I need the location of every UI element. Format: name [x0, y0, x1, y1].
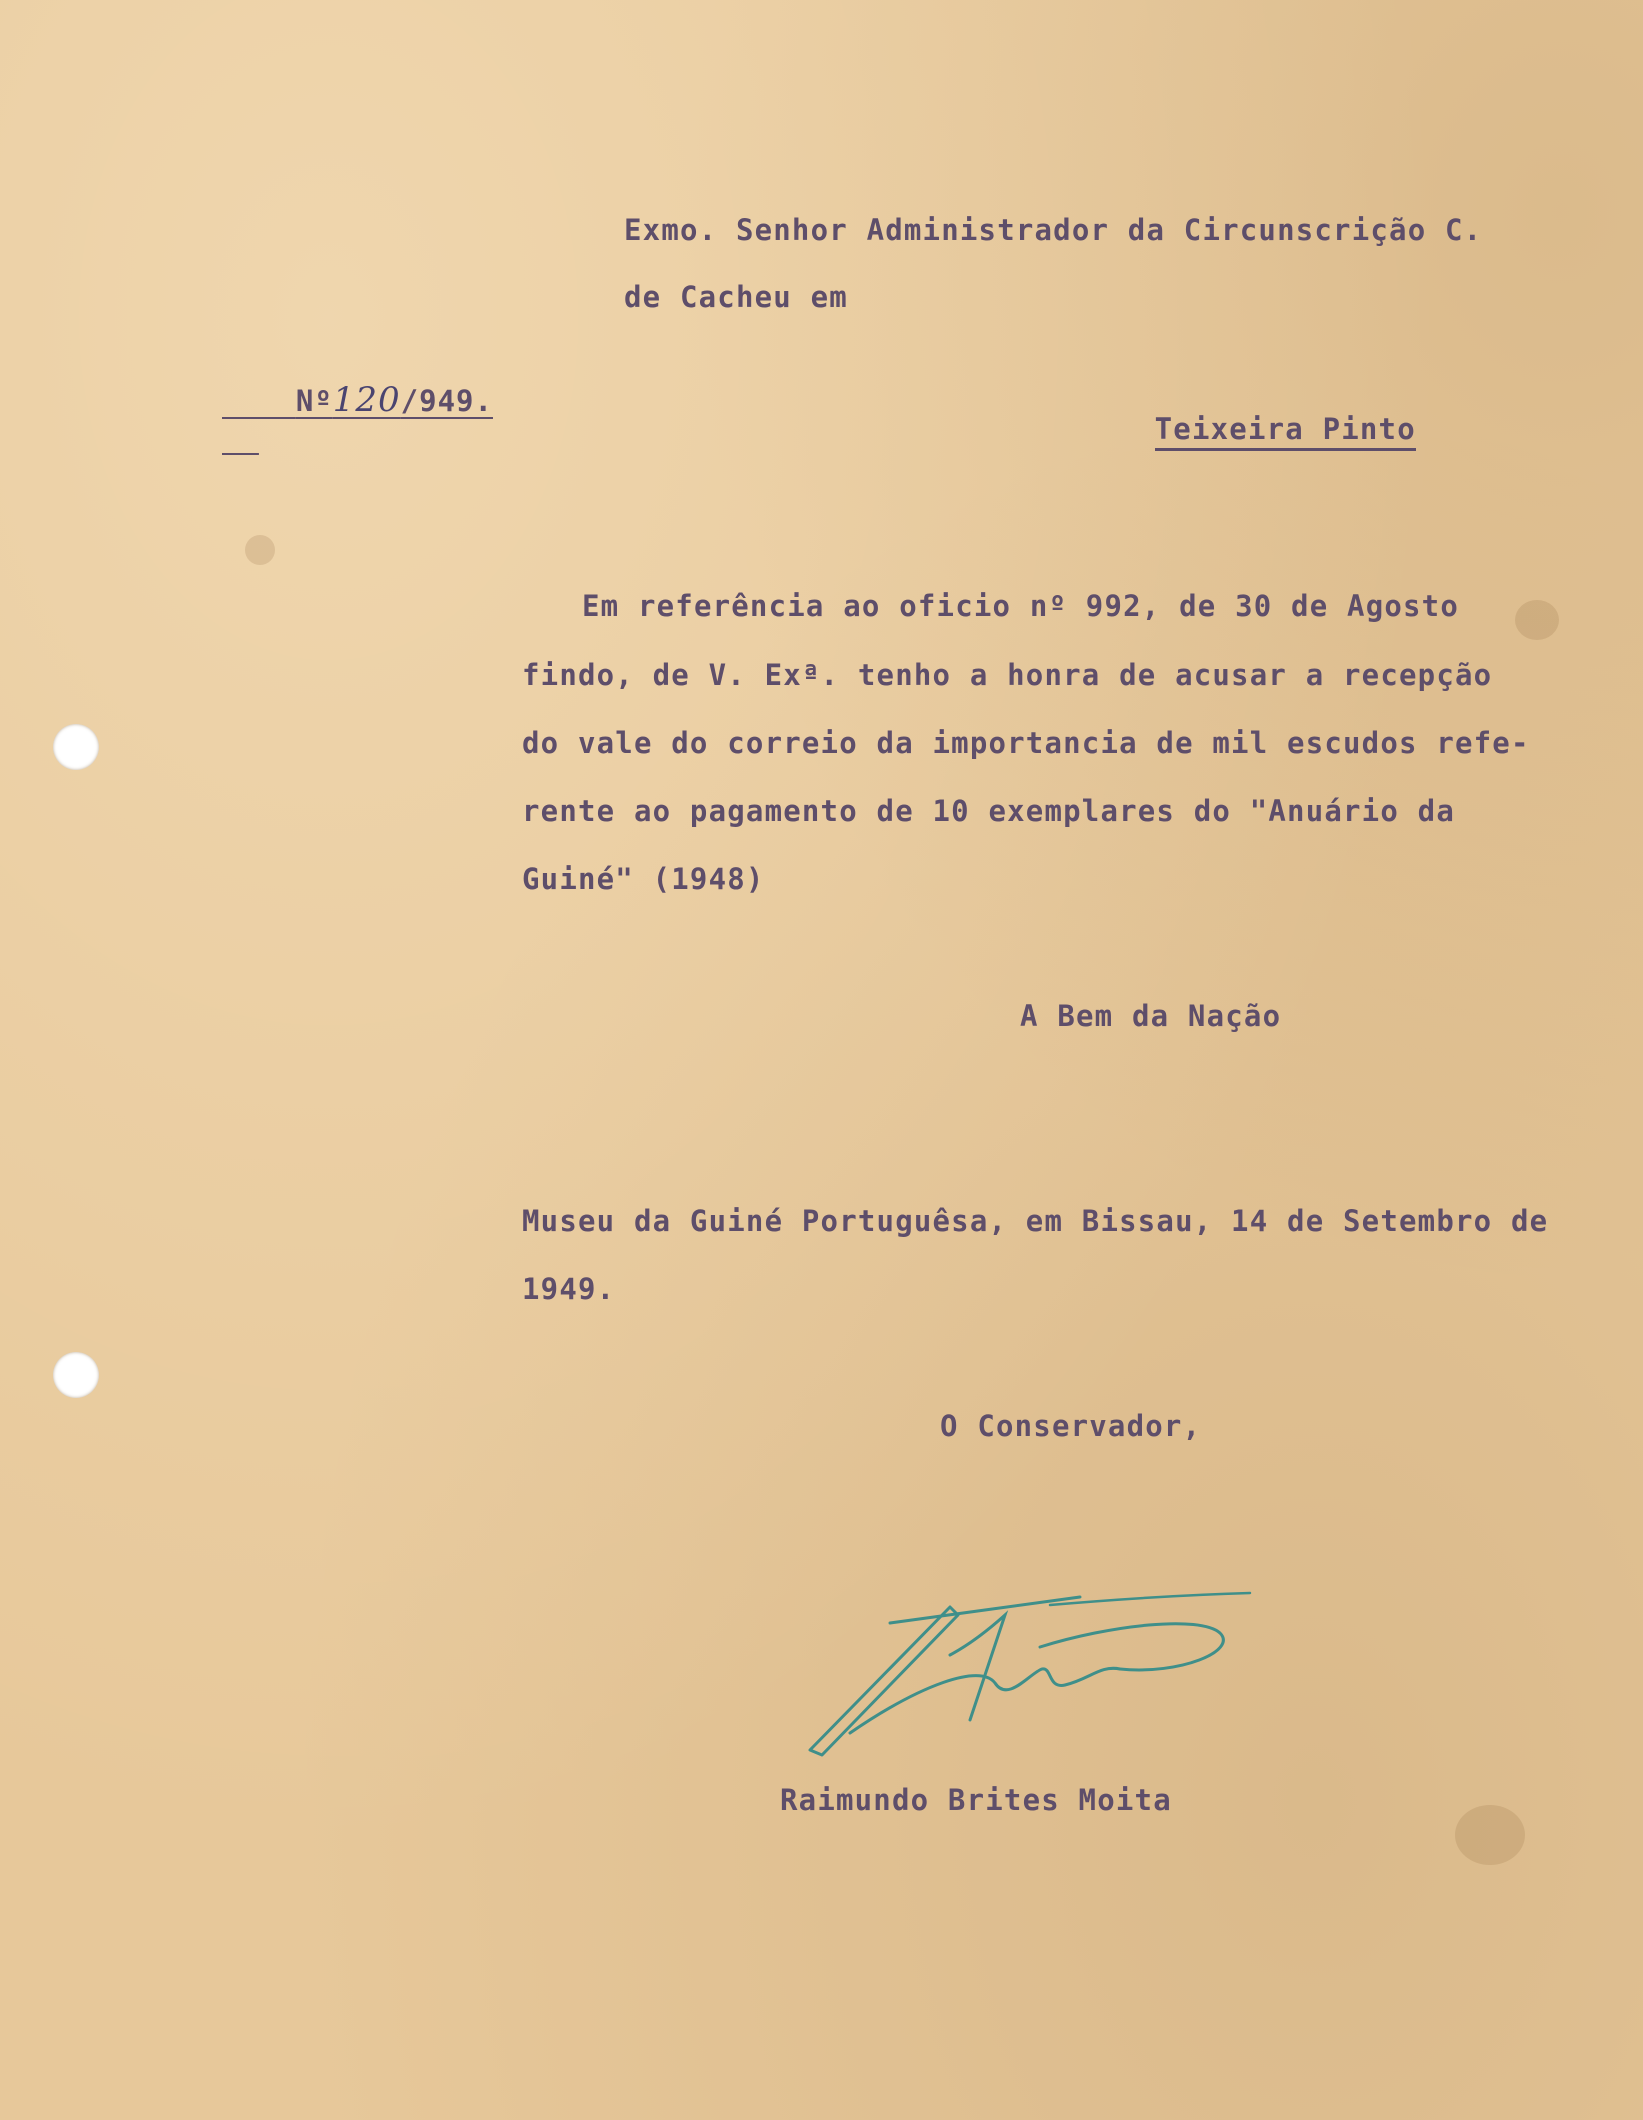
addressee-place-text: Teixeira Pinto [1155, 412, 1416, 451]
punch-hole-upper [53, 724, 99, 770]
body-line: rente ao pagamento de 10 exemplares do "Anuário da [522, 794, 1455, 828]
paper-stain [245, 535, 275, 565]
reference-prefix: Nº [295, 384, 333, 418]
signatory-name: Raimundo Brites Moita [780, 1783, 1172, 1817]
body-line: findo, de V. Exª. tenho a honra de acusar a recepção [522, 658, 1493, 692]
paper-stain [1515, 600, 1559, 640]
body-line: do vale do correio da importancia de mil escudos refe- [522, 726, 1530, 760]
place-date-line: 1949. [522, 1272, 616, 1306]
reference-handwritten-number: 120 [332, 380, 401, 420]
punch-hole-lower [53, 1352, 99, 1398]
body-line: Em referência ao oficio nº 992, de 30 de Agosto [582, 589, 1459, 623]
signature [780, 1585, 1260, 1760]
addressee-place [1080, 386, 1416, 473]
place-date-line: Museu da Guiné Portuguêsa, em Bissau, 14 de Setembro de [522, 1204, 1549, 1238]
body-line: Guiné" (1948) [522, 862, 765, 896]
paper-stain [1455, 1805, 1525, 1865]
reference-number [222, 346, 493, 454]
reference-suffix: /949. [400, 384, 493, 418]
salutation: A Bem da Nação [1020, 999, 1282, 1033]
addressee-line-1: Exmo. Senhor Administrador da Circunscrição C. [624, 213, 1483, 247]
signatory-title: O Conservador, [940, 1409, 1202, 1443]
addressee-line-2: de Cacheu em [624, 280, 848, 314]
